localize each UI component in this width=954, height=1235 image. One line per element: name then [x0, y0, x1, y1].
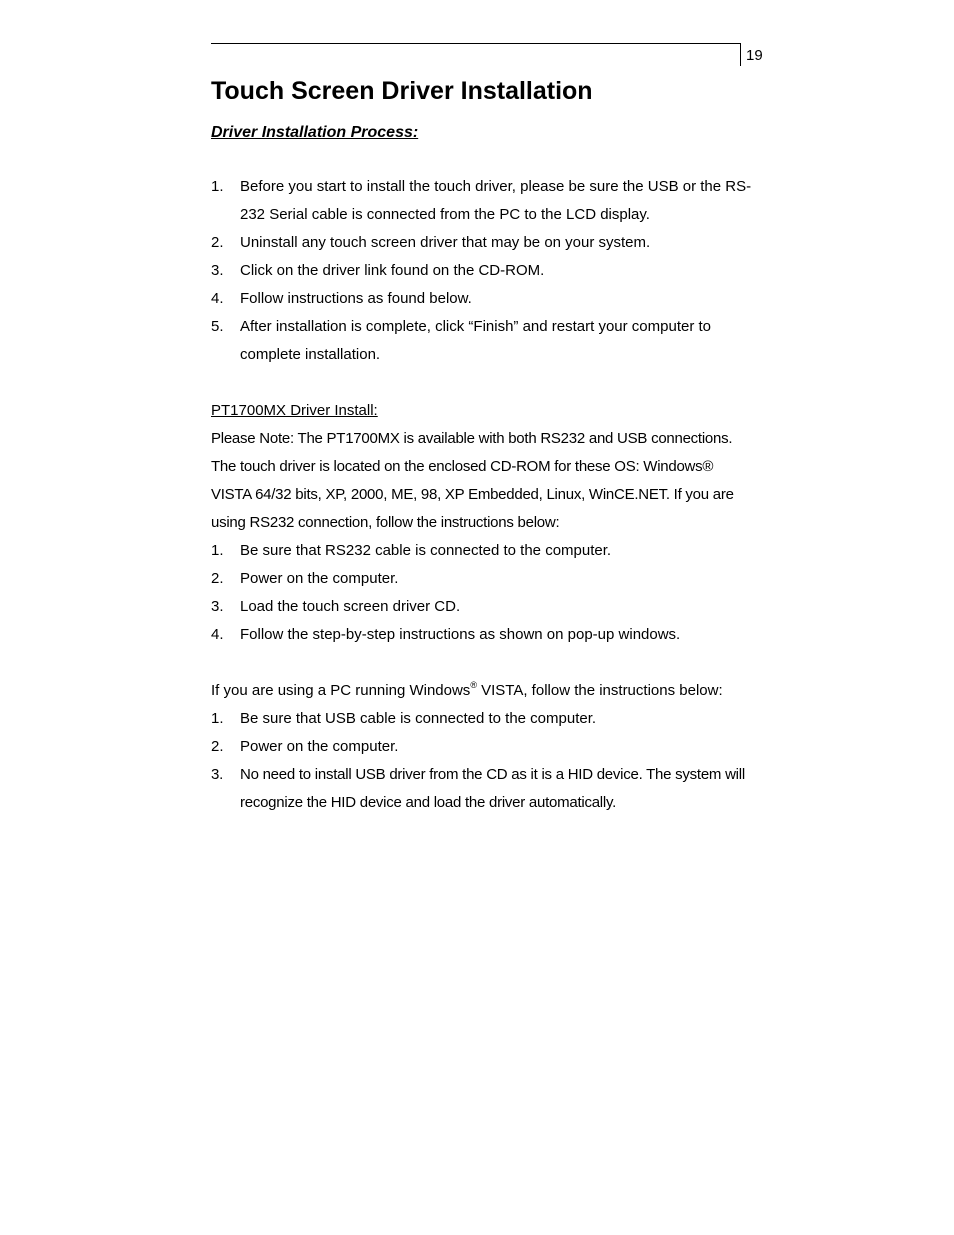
vista-section-intro: If you are using a PC running Windows® VISTA, follow the instructions below: — [211, 680, 723, 699]
step-text: Follow instructions as found below. — [240, 290, 472, 307]
section-subheading: Driver Installation Process: — [211, 124, 419, 141]
usb-steps-list — [211, 705, 756, 817]
step-text: Load the touch screen driver CD. — [240, 598, 461, 615]
page-title: Touch Screen Driver Installation — [211, 77, 593, 105]
list-item: 4. Follow the step-by-step instructions as shown on pop-up windows. — [211, 626, 681, 643]
step-text: Power on the computer. — [240, 738, 399, 755]
step-text: Be sure that RS232 cable is connected to the computer. — [240, 542, 612, 559]
spacer — [211, 369, 756, 397]
header-rule — [211, 43, 741, 44]
list-item: 2. Uninstall any touch screen driver that may be on your system. — [211, 234, 651, 251]
list-item: 3. No need to install USB driver from the CD as it is a HID device. The system will recognize the HID device and load the driver automatically. — [211, 766, 745, 811]
step-text: No need to install USB driver from the CD as it is a HID device. The system will recognize the HID device and load the driver automatically. — [240, 766, 745, 811]
spacer — [211, 145, 756, 173]
list-item: 2. Power on the computer. — [211, 570, 399, 587]
step-text: Power on the computer. — [240, 570, 399, 587]
list-item: 4. Follow instructions as found below. — [211, 290, 472, 307]
list-item: 1. Be sure that USB cable is connected to the computer. — [211, 710, 597, 727]
list-item: 3. Click on the driver link found on the CD-ROM. — [211, 262, 545, 279]
list-item: 1. Be sure that RS232 cable is connected to the computer. — [211, 542, 612, 559]
step-text: After installation is complete, click “Finish” and restart your computer to complete installation. — [240, 318, 712, 363]
header-divider — [740, 43, 741, 66]
list-item: 1. Before you start to install the touch driver, please be sure the USB or the RS-232 Serial cable is connected from the PC to the LCD display. — [211, 178, 752, 223]
install-steps-list — [211, 173, 756, 369]
list-item: 2. Power on the computer. — [211, 738, 399, 755]
page-content — [211, 74, 756, 817]
pt-section-note: Please Note: The PT1700MX is available with both RS232 and USB connections. The touch driver is located on the enclosed CD-ROM for these OS: Windows® VISTA 64/32 bits, XP, 2000, ME, 98, XP Embedded, Linux, WinCE.NET. If you are using RS232 connection, follow the instructions below: — [211, 430, 734, 531]
list-item: 5. After installation is complete, click “Finish” and restart your computer to complete installation. — [211, 318, 712, 363]
step-text: Click on the driver link found on the CD-ROM. — [240, 262, 545, 279]
spacer — [211, 649, 756, 677]
pt-section-heading: PT1700MX Driver Install: — [211, 402, 378, 419]
step-text: Be sure that USB cable is connected to the computer. — [240, 710, 597, 727]
step-text: Follow the step-by-step instructions as shown on pop-up windows. — [240, 626, 681, 643]
step-text: Uninstall any touch screen driver that may be on your system. — [240, 234, 651, 251]
step-text: Before you start to install the touch driver, please be sure the USB or the RS-232 Serial cable is connected from the PC to the LCD display. — [240, 178, 752, 223]
registered-mark: ® — [470, 680, 477, 690]
page-number: 19 — [746, 47, 763, 64]
rs232-steps-list — [211, 537, 756, 649]
list-item: 3. Load the touch screen driver CD. — [211, 598, 461, 615]
